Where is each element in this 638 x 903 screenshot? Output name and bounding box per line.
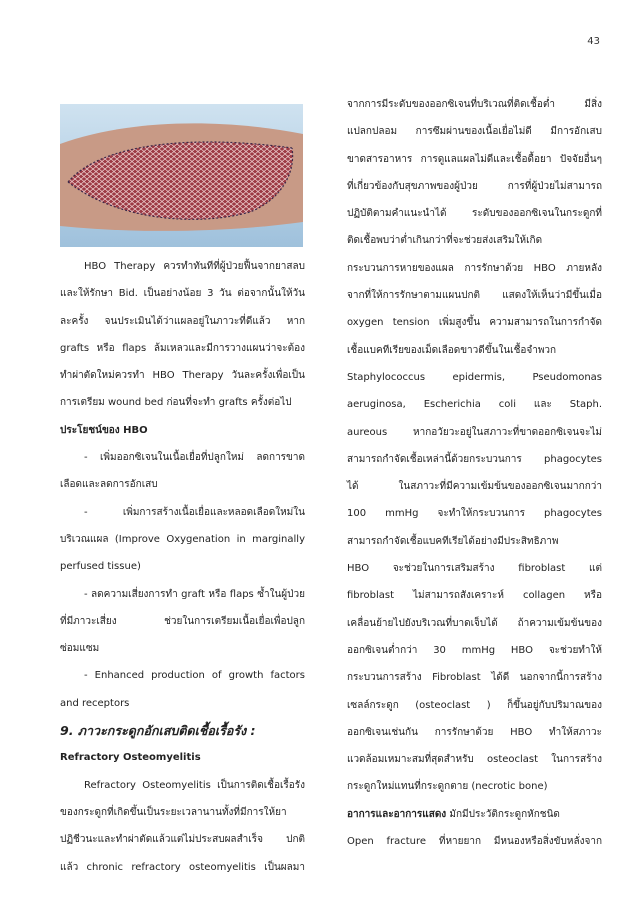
text-line: aeruginosa, Escherichia coli และ Staph. [347,399,602,411]
text-line: Open fracture ที่หายยาก มีหนองหรือสิ่งขับหลั่งจาก [347,836,602,848]
text-line: เชื้อแบคทีเรียของเม็ดเลือดขาวดีขึ้นในเชื้อจำพวก [347,344,557,356]
text-line: การเตรียม wound bed ก่อนที่จะทำ grafts ครั้งต่อไป [60,397,292,409]
right-column [347,91,602,855]
text-line: แล้ว chronic refractory osteomyelitis เป็นผลมา [60,861,305,873]
text-line: แปลกปลอม การซึมผ่านของเนื้อเยื่อไม่ดี มีการอักเสบ [347,126,602,138]
text-line: HBO จะช่วยในการเสริมสร้าง fibroblast แต่ [347,563,602,575]
text-line: Staphylococcus epidermis, Pseudomonas [347,371,602,383]
text-line: ปฏิบัติตามคำแนะนำได้ ระดับของออกซิเจนในกระดูกที่ [347,208,602,220]
symptoms-text: มักมีประวัติกระดูกหักชนิด [446,808,560,820]
text-line: สามารถกำจัดเชื้อเหล่านี้ด้วยกระบวนการ phagocytes [347,453,602,465]
symptoms-heading: อาการและอาการแสดง [347,808,447,820]
benefit-item-continued: perfused tissue) [60,561,141,573]
text-line: fibroblast ไม่สามารถสังเคราะห์ collagen หรือ [347,590,602,602]
text-line: ได้ ในสภาวะที่มีความเข้มข้นของออกซิเจนมากกว่า [347,481,602,493]
text-line: ขาดสารอาหาร การดูแลแผลไม่ดีและเชื้อดื้อยา ปัจจัยอื่นๆ [347,153,602,165]
text-line: เซลล์กระดูก (osteoclast ) ก็ขึ้นอยู่กับปริมาณของ [347,699,602,711]
left-column [60,253,305,881]
text-line: ปฏิชีวนะและทำผ่าตัดแล้วแต่ไม่ประสบผลสำเร็จ ปกติ [60,834,305,846]
text-line: HBO Therapy ควรทำทันทีที่ผู้ป่วยฟื้นจากยาสลบ [84,261,305,272]
skin-graft-photo [60,104,303,247]
text-line: ละครั้ง จนประเมินได้ว่าแผลอยู่ในภาวะที่ดีแล้ว หาก [60,315,305,327]
text-line: จากที่ให้การรักษาตามแผนปกติ แสดงให้เห็นว่ามีขึ้นเมื่อ [347,290,602,302]
benefit-item: - Enhanced production of growth factors [84,670,305,682]
text-line: สามารถกำจัดเชื้อแบคทีเรียได้อย่างมีประสิทธิภาพ [347,535,559,547]
text-line: เคลื่อนย้ายไปยังบริเวณที่บาดเจ็บได้ ถ้าความเข้มข้นของ [347,617,602,629]
benefit-item: - เพิ่มการสร้างเนื้อเยื่อและหลอดเลือดใหม่ใน [84,506,305,518]
text-line: และให้รักษา Bid. เป็นอย่างน้อย 3 วัน ต่อจากนั้นให้วัน [60,288,305,300]
section-heading: 9. ภาวะกระดูกอักเสบติดเชื้อเรื้อรัง : [60,723,256,739]
text-line: aureous หากอวัยวะอยู่ในสภาวะที่ขาดออกซิเจนจะไม่ [347,426,602,438]
text-line: กระบวนการหายของแผล การรักษาด้วย HBO ภายหลัง [347,262,602,274]
text-line: ติดเชื้อพบว่าต่ำเกินกว่าที่จะช่วยส่งเสริมให้เกิด [347,235,543,247]
text-line: ของกระดูกที่เกิดขึ้นเป็นระยะเวลานานทั้งที่มีการให้ยา [60,806,287,818]
text-line: ออกซิเจนเช่นกัน การรักษาด้วย HBO ทำให้สภาวะ [347,726,602,738]
benefit-item: - ลดความเสี่ยงการทำ graft หรือ flaps ซ้ำในผู้ป่วย [84,588,305,600]
symptoms-line [347,801,602,828]
text-line: ออกซิเจนต่ำกว่า 30 mmHg HBO จะช่วยทำให้ [347,644,602,656]
benefit-item-continued: เลือดและลดการอักเสบ [60,479,158,491]
text-line: oxygen tension เพิ่มสูงขึ้น ความสามารถในการกำจัด [347,317,602,329]
benefit-item: - เพิ่มออกซิเจนในเนื้อเยื่อที่ปลูกใหม่ ลดการขาด [84,452,305,464]
benefits-heading: ประโยชน์ของ HBO [60,424,148,436]
benefit-item-continued: บริเวณแผล (Improve Oxygenation in marginally [60,533,305,545]
text-line: แวดล้อมเหมาะสมที่สุดสำหรับ osteoclast ในการสร้าง [347,754,602,766]
text-line: 100 mmHg จะทำให้กระบวนการ phagocytes [347,508,602,520]
page-number: 43 [587,36,600,47]
text-line: จากการมีระดับของออกซิเจนที่บริเวณที่ติดเชื้อต่ำ มีสิ่ง [347,99,602,110]
benefit-item-continued: ซ่อมแซม [60,643,100,655]
benefit-item-continued: ที่มีภาวะเสี่ยง ช่วยในการเตรียมเนื้อเยื่อเพื่อปลูก [60,615,305,627]
text-line: กระดูกใหม่แทนที่กระดูกตาย (necrotic bone) [347,781,548,793]
text-line: ทำผ่าตัดใหม่ควรทำ HBO Therapy วันละครั้งเพื่อเป็น [60,370,305,382]
text-line: ที่เกี่ยวข้องกับสุขภาพของผู้ป่วย การที่ผู้ป่วยไม่สามารถ [347,180,602,192]
benefit-item-continued: and receptors [60,697,130,709]
text-line: Refractory Osteomyelitis เป็นการติดเชื้อเรื้อรัง [84,779,305,791]
text-line: กระบวนการสร้าง Fibroblast ได้ดี นอกจากนี้การสร้าง [347,672,602,684]
skin-graft-illustration [60,104,303,247]
text-line: grafts หรือ flaps ล้มเหลวและมีการวางแผนว่าจะต้อง [60,342,305,354]
subsection-heading: Refractory Osteomyelitis [60,752,201,764]
